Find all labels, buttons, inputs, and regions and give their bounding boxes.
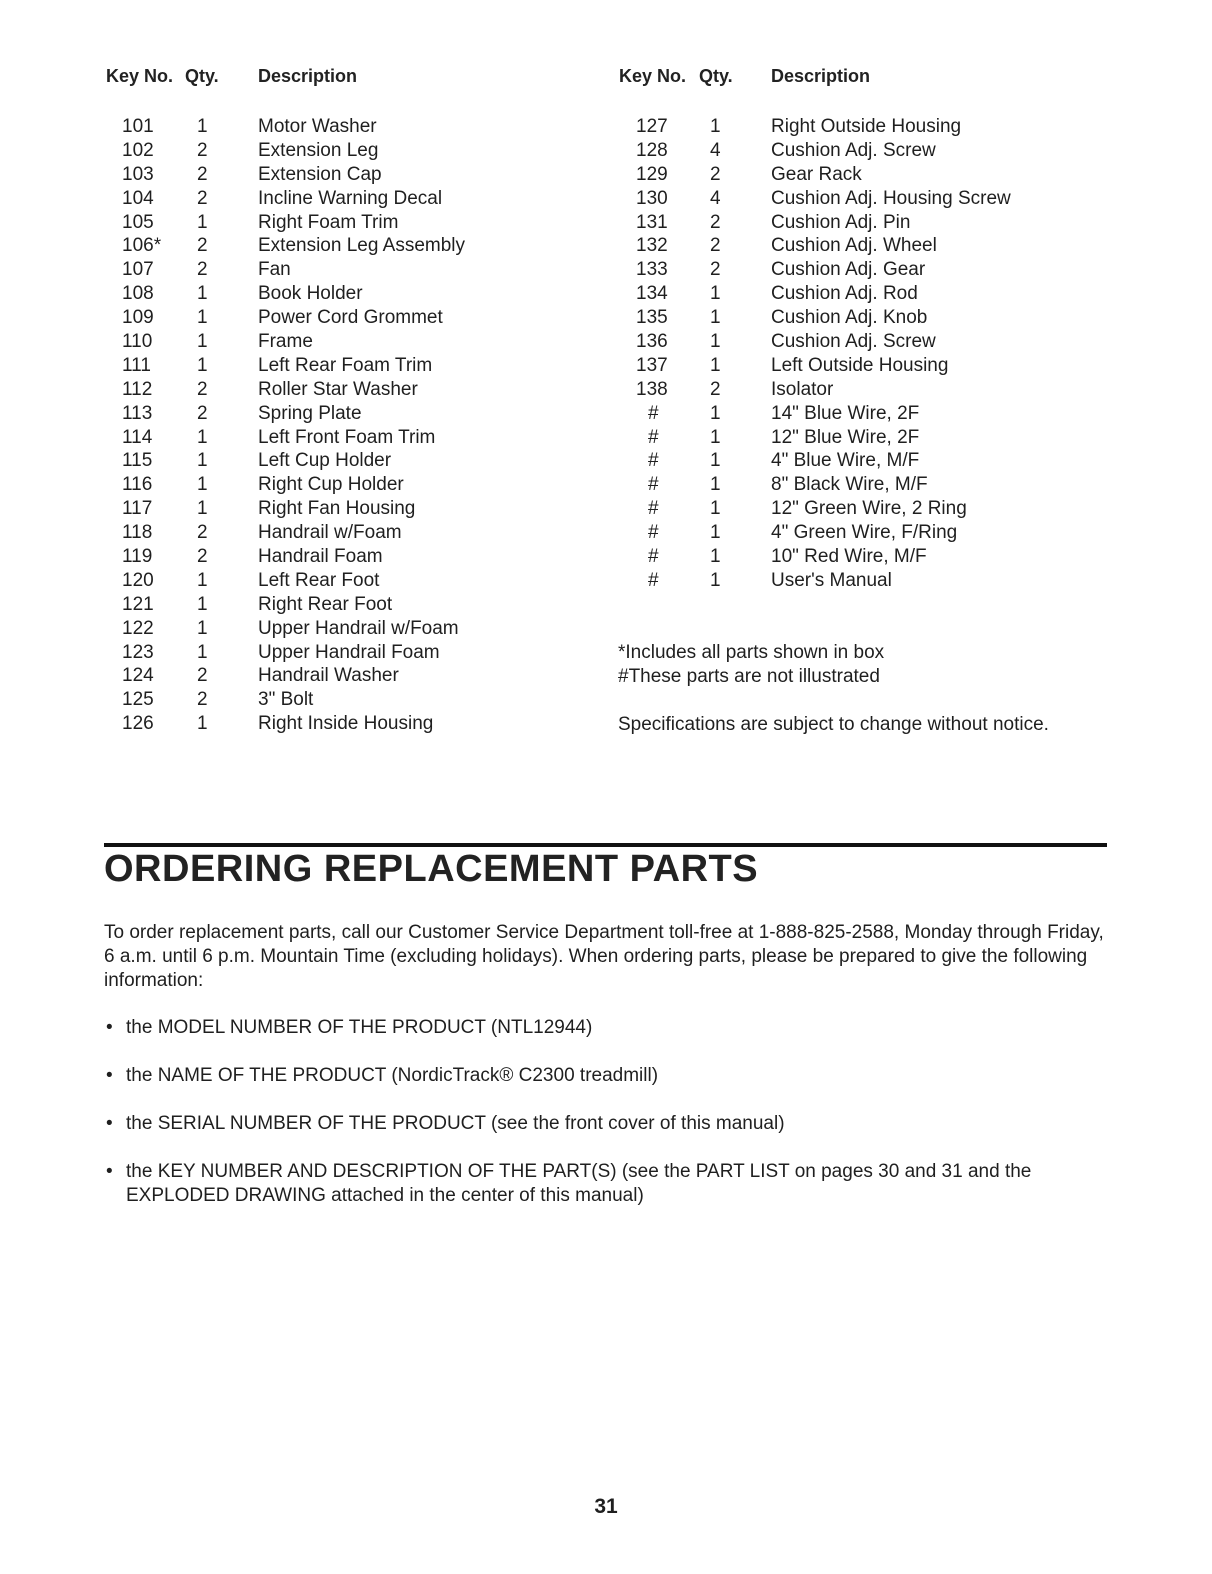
part-qty: 1 [197,211,208,233]
part-key: 121 [122,593,154,615]
part-qty: 1 [197,569,208,591]
part-description: Cushion Adj. Gear [771,259,926,281]
part-description: User's Manual [771,569,892,591]
part-qty: 2 [197,665,208,687]
part-description: Left Outside Housing [771,354,949,376]
part-qty: 1 [710,498,721,520]
part-description: 14" Blue Wire, 2F [771,402,920,424]
part-key: 130 [636,187,668,209]
part-description: Right Foam Trim [258,211,399,233]
part-key: 124 [122,665,154,687]
left-header-qty: Qty. [185,66,219,86]
part-key: 134 [636,283,668,305]
part-key: 131 [636,211,668,233]
part-qty: 1 [197,474,208,496]
part-row [0,712,600,736]
part-description: Handrail Washer [258,665,399,687]
part-key: 126 [122,713,154,735]
part-qty: 2 [710,211,721,233]
part-qty: 1 [197,641,208,663]
part-key: 116 [122,474,153,496]
part-qty: 1 [197,331,208,353]
part-key: 123 [122,641,154,663]
part-key: 115 [122,450,153,472]
part-key: # [648,474,659,496]
part-description: Isolator [771,378,834,400]
part-description: Power Cord Grommet [258,307,443,329]
specifications-note: Specifications are subject to change without notice. [618,714,1049,735]
part-row [0,211,1212,235]
part-qty: 1 [710,331,721,353]
part-key: 122 [122,617,154,639]
part-description: Upper Handrail w/Foam [258,617,459,639]
part-key: 137 [636,354,668,376]
part-description: Cushion Adj. Housing Screw [771,187,1011,209]
part-qty: 1 [710,569,721,591]
part-qty: 1 [710,283,721,305]
part-key: 110 [122,331,153,353]
part-description: Right Rear Foot [258,593,393,615]
part-row [0,688,600,712]
right-header-qty: Qty. [699,66,733,86]
part-row [0,115,1212,139]
part-key: 113 [122,402,153,424]
part-row [0,378,1212,402]
part-key: 111 [122,354,151,376]
part-description: Frame [258,331,313,353]
list-item-text: the MODEL NUMBER OF THE PRODUCT (NTL12944) [126,1017,593,1038]
part-description: Cushion Adj. Pin [771,211,911,233]
part-key: 132 [636,235,668,257]
part-qty: 2 [197,378,208,400]
part-qty: 2 [197,402,208,424]
part-qty: 1 [710,307,721,329]
part-description: Left Front Foam Trim [258,426,436,448]
part-key: 102 [122,139,154,161]
bullet-dot-icon: • [106,1017,113,1038]
part-description: Extension Leg [258,139,379,161]
part-qty: 2 [710,378,721,400]
part-description: 8" Black Wire, M/F [771,474,928,496]
part-row [0,282,1212,306]
part-description: Extension Cap [258,163,382,185]
part-description: 12" Blue Wire, 2F [771,426,920,448]
part-key: 118 [122,522,153,544]
part-key: 105 [122,211,154,233]
not-illustrated-note: #These parts are not illustrated [618,666,880,687]
part-row [0,306,1212,330]
part-key: 117 [122,498,153,520]
part-qty: 1 [710,116,721,137]
part-key: 136 [636,331,668,353]
part-row [0,234,1212,258]
part-description: Spring Plate [258,402,362,424]
part-row [0,497,1212,521]
part-qty: 2 [197,259,208,281]
part-description: Right Outside Housing [771,116,962,137]
part-qty: 2 [197,522,208,544]
part-key: 125 [122,689,154,711]
part-description: Handrail w/Foam [258,522,402,544]
part-description: 10" Red Wire, M/F [771,546,927,568]
part-qty: 1 [710,354,721,376]
part-description: Roller Star Washer [258,378,418,400]
right-parts-list [0,115,1212,593]
part-qty: 1 [197,713,208,735]
part-qty: 1 [197,116,208,137]
right-header-description: Description [771,66,871,86]
part-description: Right Fan Housing [258,498,416,520]
part-key: 114 [122,426,153,448]
part-row [0,641,600,665]
part-description: Upper Handrail Foam [258,641,440,663]
section-divider [104,843,1107,847]
includes-note: *Includes all parts shown in box [618,642,885,663]
part-qty: 1 [710,450,721,472]
part-key: # [648,522,659,544]
part-qty: 1 [197,354,208,376]
part-row [0,617,600,641]
part-description: Cushion Adj. Screw [771,139,936,161]
bullet-dot-icon: • [106,1161,113,1182]
part-key: # [648,426,659,448]
left-header-key-no: Key No. [106,66,174,86]
part-row [0,593,600,617]
part-qty: 2 [710,235,721,257]
left-header-description: Description [258,66,358,86]
ordering-info-list [104,1016,1104,1232]
part-description: Right Inside Housing [258,713,434,735]
part-qty: 4 [710,139,721,161]
part-description: Motor Washer [258,116,377,137]
part-description: Left Rear Foam Trim [258,354,433,376]
part-key: # [648,402,659,424]
part-row [0,139,1212,163]
part-qty: 2 [197,187,208,209]
part-description: Incline Warning Decal [258,187,443,209]
part-key: 108 [122,283,154,305]
part-qty: 1 [710,522,721,544]
section-title: ORDERING REPLACEMENT PARTS [104,848,759,890]
part-qty: 2 [197,139,208,161]
part-row [0,449,1212,473]
part-row [0,187,1212,211]
part-qty: 1 [710,402,721,424]
part-qty: 1 [197,283,208,305]
part-row [0,569,1212,593]
part-key: 109 [122,307,154,329]
part-key: 127 [636,116,668,137]
list-item [104,1064,1104,1088]
part-row [0,473,1212,497]
part-description: 3" Bolt [258,689,314,711]
part-key: # [648,546,659,568]
part-row [0,163,1212,187]
list-item [104,1016,1104,1040]
part-key: 128 [636,139,668,161]
part-key: 129 [636,163,668,185]
part-key: 106* [122,235,162,257]
part-row [0,330,1212,354]
part-description: 12" Green Wire, 2 Ring [771,498,967,520]
part-key: 135 [636,307,668,329]
list-item-text: the SERIAL NUMBER OF THE PRODUCT (see the front cover of this manual) [126,1113,785,1134]
part-description: Cushion Adj. Knob [771,307,928,329]
part-qty: 1 [197,307,208,329]
part-description: Right Cup Holder [258,474,404,496]
part-key: 133 [636,259,668,281]
part-row [0,402,1212,426]
part-qty: 2 [197,235,208,257]
bullet-dot-icon: • [106,1065,113,1086]
part-qty: 1 [710,474,721,496]
part-description: Gear Rack [771,163,862,185]
part-key: # [648,569,659,591]
list-item-text: the KEY NUMBER AND DESCRIPTION OF THE PART(S) (see the PART LIST on pages 30 and 31 and the EXPLODED DRAWING attached in the center of this manual) [126,1161,1032,1206]
part-description: Extension Leg Assembly [258,235,466,257]
part-qty: 1 [197,426,208,448]
part-row [0,664,600,688]
part-key: 112 [122,378,153,400]
part-description: Cushion Adj. Wheel [771,235,937,257]
part-key: 120 [122,569,154,591]
part-key: 101 [122,116,154,137]
part-description: Cushion Adj. Screw [771,331,936,353]
part-qty: 2 [197,163,208,185]
part-description: 4" Blue Wire, M/F [771,450,920,472]
part-description: Left Cup Holder [258,450,392,472]
list-item [104,1112,1104,1136]
list-item-text: the NAME OF THE PRODUCT (NordicTrack® C2300 treadmill) [126,1065,659,1086]
part-qty: 1 [197,450,208,472]
ordering-intro: To order replacement parts, call our Customer Service Department toll-free at 1-888-825-2588, Monday through Friday, 6 a.m. until 6 p.m. Mountain Time (excluding holidays). When ordering parts, please be prepared to give the following information: [104,922,1104,991]
part-key: # [648,498,659,520]
part-qty: 4 [710,187,721,209]
part-key: # [648,450,659,472]
bullet-dot-icon: • [106,1113,113,1134]
right-header-key-no: Key No. [619,66,687,86]
part-key: 138 [636,378,668,400]
part-row [0,521,1212,545]
part-description: Cushion Adj. Rod [771,283,918,305]
part-qty: 2 [197,546,208,568]
part-qty: 2 [710,259,721,281]
part-key: 119 [122,546,153,568]
part-qty: 1 [197,498,208,520]
part-description: Handrail Foam [258,546,383,568]
list-item [104,1160,1104,1208]
part-description: Fan [258,259,291,281]
part-row [0,258,1212,282]
part-description: Book Holder [258,283,363,305]
part-row [0,545,1212,569]
part-key: 107 [122,259,154,281]
part-qty: 1 [197,617,208,639]
part-qty: 1 [197,593,208,615]
part-description: Left Rear Foot [258,569,380,591]
part-qty: 1 [710,546,721,568]
part-qty: 1 [710,426,721,448]
part-key: 103 [122,163,154,185]
part-qty: 2 [710,163,721,185]
part-row [0,426,1212,450]
page-number: 31 [594,1495,618,1518]
part-description: 4" Green Wire, F/Ring [771,522,958,544]
part-qty: 2 [197,689,208,711]
part-row [0,354,1212,378]
part-key: 104 [122,187,154,209]
